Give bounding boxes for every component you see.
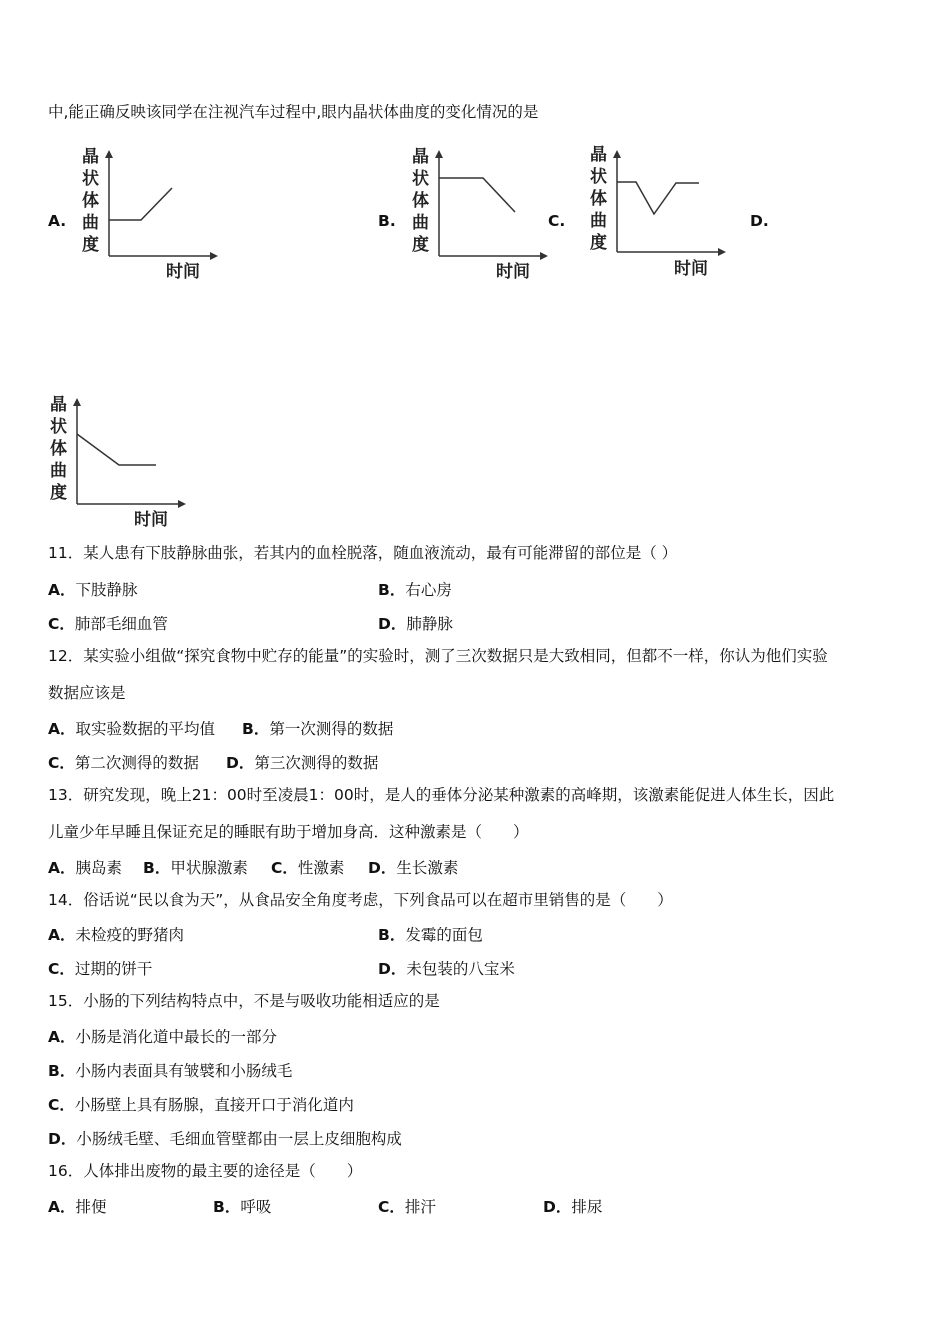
y-label-char: 体 [590,189,607,209]
q13-option-a: A．胰岛素 [48,859,123,877]
q12-option-c: C．第二次测得的数据 [48,754,199,772]
question-10-intro: 中,能正确反映该同学在注视汽车过程中,眼内晶状体曲度的变化情况的是 [48,103,539,121]
x-axis-label: 时间 [496,262,530,282]
x-axis-arrow [718,248,726,256]
q15-option-c: C．小肠壁上具有肠腺，直接开口于消化道内 [48,1096,354,1114]
y-label-char: 晶 [590,145,607,165]
q11-option-b: B．右心房 [378,581,452,599]
curve-c [617,182,699,214]
y-label-char: 度 [82,235,99,255]
y-label-char: 状 [50,417,67,437]
question-13-stem-line1: 13．研究发现，晚上21：00时至凌晨1：00时，是人的垂体分泌某种激素的高峰期，该激素能促进人体生长，因此 [48,786,835,804]
q13-option-d: D．生长激素 [368,859,459,877]
x-axis-arrow [540,252,548,260]
q16-option-b: B．呼吸 [213,1198,272,1216]
q11-option-c: C．肺部毛细血管 [48,615,168,633]
y-label-char: 曲 [50,461,67,481]
q15-option-d: D．小肠绒毛壁、毛细血管壁都由一层上皮细胞构成 [48,1130,402,1148]
question-14-stem: 14．俗话说“民以食为天”，从食品安全角度考虑，下列食品可以在超市里销售的是（ ） [48,891,673,909]
q10-option-c-label: C. [548,212,566,230]
curve-a [109,188,172,220]
q16-option-a: A．排便 [48,1198,107,1216]
y-label-char: 曲 [412,213,429,233]
question-11-stem: 11．某人患有下肢静脉曲张，若其内的血栓脱落，随血液流动，最有可能滞留的部位是（ ） [48,544,678,562]
y-label-char: 状 [590,167,607,187]
y-label-char: 晶 [50,395,67,415]
x-axis-label: 时间 [134,510,168,530]
graph-option-b [408,144,548,284]
curve-d [77,434,156,465]
q16-option-c: C．排汗 [378,1198,436,1216]
question-15-stem: 15．小肠的下列结构特点中，不是与吸收功能相适应的是 [48,992,440,1010]
y-label-char: 体 [50,439,67,459]
y-label-char: 体 [82,191,99,211]
y-axis-arrow [73,398,81,406]
q16-option-d: D．排尿 [543,1198,603,1216]
y-label-char: 度 [412,235,429,255]
x-axis-arrow [178,500,186,508]
y-axis-arrow [613,150,621,158]
q11-option-d: D．肺静脉 [378,615,453,633]
question-16-stem: 16．人体排出废物的最主要的途径是（ ） [48,1162,363,1180]
y-label-char: 体 [412,191,429,211]
q14-option-d: D．未包装的八宝米 [378,960,515,978]
q14-option-a: A．未检疫的野猪肉 [48,926,185,944]
y-label-char: 状 [82,169,99,189]
q10-option-b-label: B. [378,212,396,230]
q11-option-a: A．下肢静脉 [48,581,138,599]
x-axis-label: 时间 [166,262,200,282]
y-label-char: 曲 [590,211,607,231]
q14-option-c: C．过期的饼干 [48,960,153,978]
x-axis-label: 时间 [674,259,708,279]
q10-option-d-label: D. [750,212,769,230]
y-label-char: 晶 [412,147,429,167]
y-label-char: 度 [590,233,607,253]
y-axis-arrow [105,150,113,158]
y-label-char: 度 [50,483,67,503]
q15-option-b: B．小肠内表面具有皱襞和小肠绒毛 [48,1062,293,1080]
q13-option-c: C．性激素 [271,859,345,877]
graph-option-a [78,144,218,284]
q10-option-a-label: A. [48,212,67,230]
question-12-stem-line1: 12．某实验小组做“探究食物中贮存的能量”的实验时，测了三次数据只是大致相同，但都不一样，你认为他们实验 [48,647,828,665]
q12-option-a: A．取实验数据的平均值 [48,720,216,738]
q12-option-b: B．第一次测得的数据 [242,720,394,738]
y-label-char: 状 [412,169,429,189]
question-12-stem-line2: 数据应该是 [48,684,126,702]
y-label-char: 晶 [82,147,99,167]
q13-option-b: B．甲状腺激素 [143,859,248,877]
y-axis-arrow [435,150,443,158]
y-label-char: 曲 [82,213,99,233]
q14-option-b: B．发霉的面包 [378,926,483,944]
curve-b [439,178,515,212]
q15-option-a: A．小肠是消化道中最长的一部分 [48,1028,278,1046]
graph-option-c [586,144,726,284]
x-axis-arrow [210,252,218,260]
q12-option-d: D．第三次测得的数据 [226,754,379,772]
question-13-stem-line2: 儿童少年早睡且保证充足的睡眠有助于增加身高．这种激素是（ ） [48,823,529,841]
graph-option-d [46,392,186,532]
